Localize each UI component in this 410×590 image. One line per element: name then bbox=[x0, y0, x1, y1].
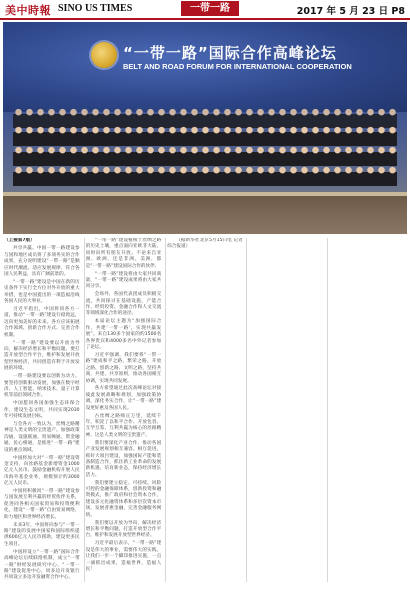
article-paragraph: 我们要深化产业合作，推动各国产业发展规划相互兼容、相互促进，抓好大项目建设，加强国际产能和装备制造合作，抓住新工业革命的发展新机遇，培育新业态，保持经济增长活力。 bbox=[85, 440, 162, 478]
article-paragraph: 本届论坛主题为“加强国际合作，共建‘一带一路’，实现共赢发展”。来自130多个国家的约1500名各界贵宾和4000多名中外记者参加了论坛。 bbox=[85, 319, 162, 350]
article-paragraph: 习近平最后表示，“一带一路”建设是伟大的事业，需要伟大的实践。让我们一步一个脚印推进实施，一点一滴抓出成果，造福世界，造福人民！ bbox=[85, 541, 162, 572]
photo-caption: （上接第7版） bbox=[4, 238, 35, 243]
article-paragraph: 共享共赢。中国一带一路建设参与国和地区成员将了多项务实的合作成果，充分说明建设“一带一路”是顺应时代潮流、适应发展规律、符合各国人民利益，具有广阔前景的。 bbox=[4, 246, 80, 278]
article-paragraph: 中国将加大对“一带一路”建设资金支持，向丝路基金新增资金1000亿元人民币。鼓励金融机构开展人民币海外基金业务，规模预计约3000亿元人民币。 bbox=[4, 455, 80, 487]
article-paragraph: 一带一路建设要以创新为动力。要坚持创新驱动发展，加强在数字经济、人工智能、纳米技术、量子计算机等前沿领域合作。 bbox=[4, 374, 80, 399]
forum-title-cn: “一带一路”国际合作高峰论坛 bbox=[123, 44, 337, 62]
article-paragraph: “一带一路”建设要以开放为导向，解决经济增长和平衡问题。要打造开放型合作平台，维护和发展开放型世界经济，共同创造有利于开放发展的环境。 bbox=[4, 340, 80, 372]
stage-floor bbox=[3, 196, 407, 234]
article-paragraph: 习近平强调，我们要将“一带一路”建成和平之路、繁荣之路、开放之路、创新之路、文明之路，坚持共商、共建、共享原则，推动各国相互协调，实现共同发展。 bbox=[85, 352, 162, 384]
article-paragraph: 中国将设立“一带一路”国际合作高峰论坛后续联络机制，成立“一带一路”财经发展研究中心、“一带一路”建设促进中心，同多边开发银行共同设立多边开发融资合作中心。 bbox=[4, 549, 80, 581]
article-paragraph: 会场外，各国代表团成员积极交流，共同探讨在基础设施、产能合作、经贸投资、金融合作和人文交流等领域深化合作的途径。 bbox=[85, 292, 162, 317]
article-paragraph: 各方希望通过此次高峰论坛对接彼此发展战略和规划，加强政策协调，深化务实合作，让“一带一路”建设更好惠及各国人民。 bbox=[85, 386, 162, 411]
issue-date-page: 2017 年 5 月 23 日 P8 bbox=[296, 6, 405, 17]
article-paragraph: （据新华社北京5月15日电 记者 综合报道） bbox=[167, 238, 243, 250]
article-body bbox=[4, 238, 406, 586]
section-tag: 一带一路 bbox=[181, 1, 239, 16]
crowd-row bbox=[13, 124, 397, 146]
masthead bbox=[0, 0, 410, 20]
delegates-crowd bbox=[3, 100, 407, 234]
article-paragraph: “一带一路”建设植根于丝绸之路的历史土壤，重点面向亚欧非大陆，同时向所有朋友开放。不论来自亚洲、欧洲，还是非洲、美洲，都是“一带一路”建设国际合作的伙伴。 bbox=[85, 238, 162, 269]
article-paragraph: 中国将积极同“一带一路”建设参与国发展互利共赢的经贸伙伴关系，促进同各相关国家贸易和投资便利化，建设“一带一路”自由贸易网络，助力地区和世界经济增长。 bbox=[4, 489, 80, 520]
paper-name-cn: 美中時報 bbox=[5, 4, 51, 17]
paper-name-en: SINO US TIMES bbox=[58, 3, 133, 14]
article-paragraph: 我们要建立稳定、可持续、风险可控的金融保障体系，创新投资和融资模式，推广政府和社会资本合作，建设多元化融资体系和多层次资本市场，发展普惠金融，完善金融服务网络。 bbox=[85, 480, 162, 518]
article-paragraph: 古丝绸之路绵亘万里，延续千年，积淀了以和平合作、开放包容、互学互鉴、互利共赢为核心的丝路精神。这是人类文明的宝贵遗产。 bbox=[85, 413, 162, 438]
article-paragraph: “一带一路”建设将由大家共同商量，“一带一路”建设成果将由大家共同分享。 bbox=[85, 271, 162, 290]
forum-logo-icon bbox=[91, 42, 117, 68]
article-paragraph: 习近平指出，中国将同各方一道，推动“一带一路”建设行稳致远，迈向更加美好的未来。各方应该拓展合作领域、创新合作方式、完善合作机制。 bbox=[4, 307, 80, 338]
forum-title-en: BELT AND ROAD FORUM FOR INTERNATIONAL COOPERATION bbox=[123, 62, 352, 71]
article-paragraph: 未来3年，中国将向参与“一带一路”建设的发展中国家和国际组织提供600亿元人民币援助，建设更多民生项目。 bbox=[4, 522, 80, 547]
article-paragraph: 中国愿同各国加强生态环保合作，建设生态文明，共同实现2030年可持续发展目标。 bbox=[4, 401, 80, 420]
article-paragraph: “一带一路”建设是中国在新的历史条件下实行全方位对外开放的重大举措，也是中国提出的一项造福沿线各国人民的大事业。 bbox=[4, 279, 80, 305]
crowd-row bbox=[13, 164, 397, 186]
article-paragraph: 与会各方一致认为，丝绸之路精神是人类文明的宝贵遗产。加强政策沟通、设施联通、贸易畅通、资金融通、民心相通，是推进“一带一路”建设的重点领域。 bbox=[4, 421, 80, 453]
crowd-row bbox=[13, 144, 397, 166]
article-paragraph: 我们要以开放为导向，解决经济增长和平衡问题，打造开放型合作平台，维护和发展开放型世界经济。 bbox=[85, 520, 162, 539]
group-photo bbox=[3, 22, 407, 234]
